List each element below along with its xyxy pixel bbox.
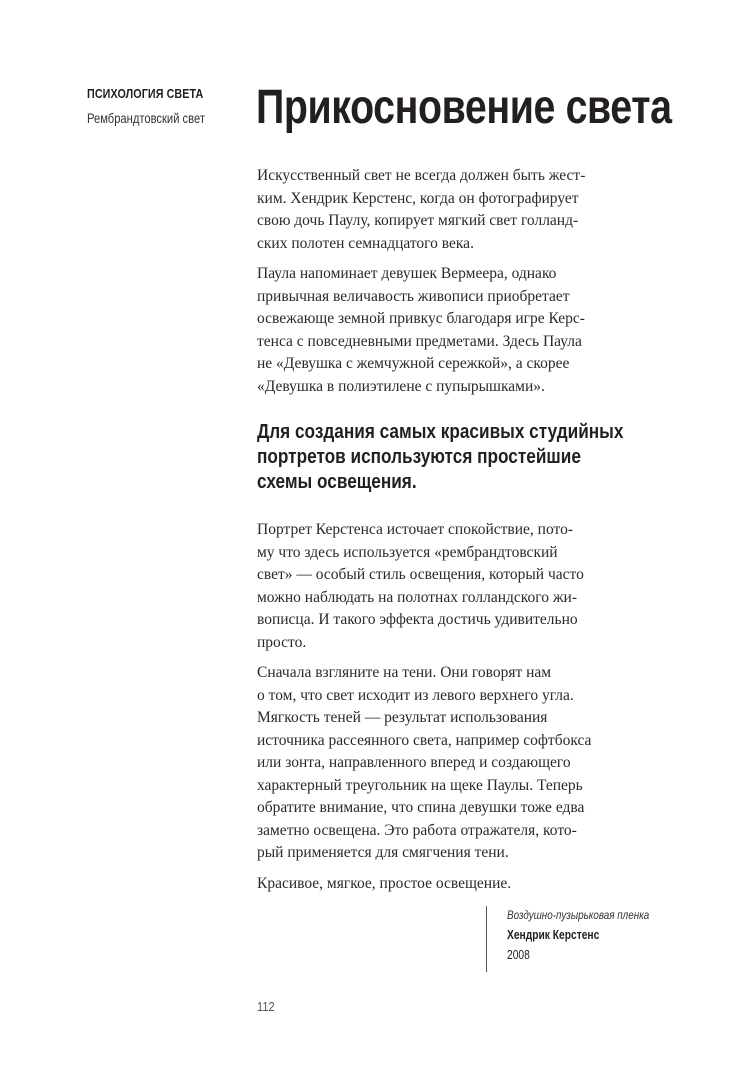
- text-line: Портрет Керстенса источает спокойствие, пото-: [257, 521, 573, 538]
- text-line: Сначала взгляните на тени. Они говорят нам: [257, 664, 552, 681]
- text-line: му что здесь используется «рембрандтовский: [257, 543, 558, 561]
- text-line: тенса с повседневными предметами. Здесь Паула: [257, 332, 582, 350]
- text-line: рый применяется для смягчения тени.: [257, 844, 509, 861]
- text-line: источника рассеянного света, например софтбокса: [257, 731, 592, 749]
- text-line: Паула напоминает девушек Вермеера, однако: [257, 265, 557, 282]
- page-title: Прикосновение света: [256, 81, 672, 134]
- text-line: не «Девушка с жемчужной сережкой», а скорее: [257, 355, 570, 372]
- text-line: обратите внимание, что спина девушки тоже едва: [257, 799, 585, 816]
- chapter-subtitle: Рембрандтовский свет: [87, 110, 205, 126]
- pull-quote: [257, 420, 624, 495]
- caption-year: 2008: [507, 948, 530, 962]
- text-line: Красивое, мягкое, простое освещение.: [257, 874, 512, 892]
- pull-quote-line: Для создания самых красивых студийных: [257, 421, 624, 443]
- photo-caption: [486, 906, 680, 972]
- text-line: заметно освещена. Это работа отражателя, кото-: [257, 821, 577, 839]
- paragraph: [257, 873, 655, 896]
- chapter-title: ПСИХОЛОГИЯ СВЕТА: [87, 87, 204, 101]
- pull-quote-line: схемы освещения.: [257, 471, 417, 493]
- caption-author: Хендрик Керстенс: [507, 928, 600, 942]
- text-line: или зонта, направленного вперед и создающего: [257, 754, 571, 771]
- text-line: привычная величавость живописи приобретает: [257, 287, 570, 305]
- text-line: ских полотен семнадцатого века.: [257, 234, 474, 252]
- text-line: «Девушка в полиэтилене с пупырышками».: [257, 377, 545, 395]
- text-line: просто.: [257, 633, 307, 651]
- caption-work-title: Воздушно-пузырьковая пленка: [507, 908, 650, 922]
- text-line: характерный треугольник на щеке Паулы. Теперь: [257, 776, 583, 794]
- paragraph: [257, 165, 655, 255]
- text-line: Искусственный свет не всегда должен быть жест-: [257, 167, 586, 184]
- text-line: ким. Хендрик Керстенс, когда он фотографирует: [257, 189, 579, 207]
- paragraph: [257, 519, 655, 654]
- paragraph: [257, 662, 655, 865]
- body-text: [257, 165, 655, 895]
- chapter-header: [87, 86, 237, 127]
- text-line: освежающе земной привкус благодаря игре Керс-: [257, 310, 585, 327]
- pull-quote-line: портретов используются простейшие: [257, 446, 581, 468]
- page-number: 112: [257, 999, 275, 1014]
- text-line: свою дочь Паулу, копирует мягкий свет голланд-: [257, 212, 579, 229]
- text-line: о том, что свет исходит из левого верхнего угла.: [257, 686, 574, 704]
- text-line: вописца. И такого эффекта достичь удивительно: [257, 611, 578, 628]
- text-line: свет» — особый стиль освещения, который часто: [257, 566, 584, 583]
- paragraph: [257, 263, 655, 398]
- text-line: Мягкость теней — результат использования: [257, 709, 548, 726]
- text-line: можно наблюдать на полотнах голландского жи-: [257, 588, 578, 606]
